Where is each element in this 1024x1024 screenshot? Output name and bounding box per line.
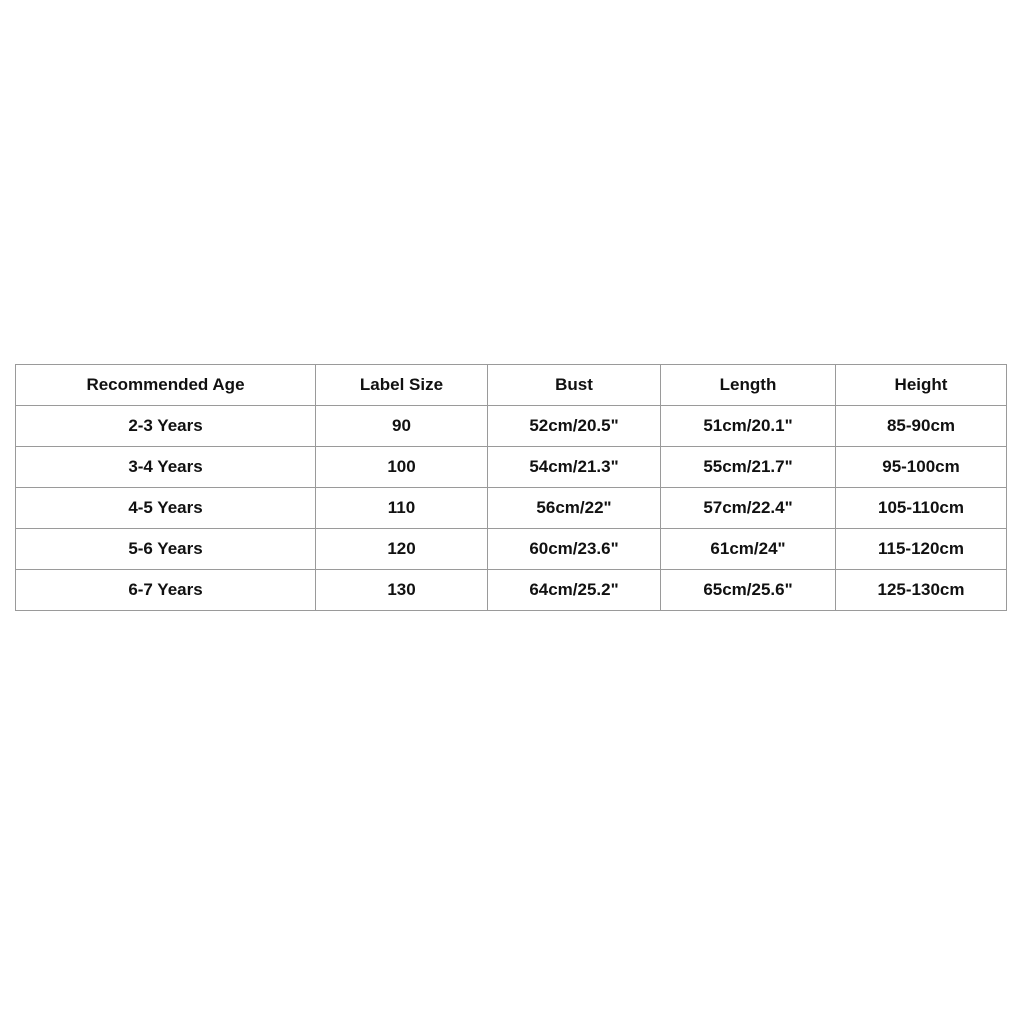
cell-label-size: 100	[316, 447, 488, 488]
cell-length: 55cm/21.7"	[661, 447, 836, 488]
cell-age: 6-7 Years	[16, 570, 316, 611]
cell-label-size: 110	[316, 488, 488, 529]
cell-length: 65cm/25.6"	[661, 570, 836, 611]
header-recommended-age: Recommended Age	[16, 365, 316, 406]
cell-age: 4-5 Years	[16, 488, 316, 529]
header-length: Length	[661, 365, 836, 406]
cell-label-size: 120	[316, 529, 488, 570]
cell-length: 57cm/22.4"	[661, 488, 836, 529]
table-row	[16, 406, 1007, 447]
cell-height: 95-100cm	[836, 447, 1007, 488]
cell-age: 2-3 Years	[16, 406, 316, 447]
cell-bust: 52cm/20.5"	[488, 406, 661, 447]
cell-height: 85-90cm	[836, 406, 1007, 447]
cell-age: 3-4 Years	[16, 447, 316, 488]
cell-bust: 64cm/25.2"	[488, 570, 661, 611]
cell-label-size: 130	[316, 570, 488, 611]
table-row	[16, 488, 1007, 529]
cell-bust: 56cm/22"	[488, 488, 661, 529]
cell-label-size: 90	[316, 406, 488, 447]
table-row	[16, 570, 1007, 611]
size-chart-table	[15, 364, 1007, 611]
header-bust: Bust	[488, 365, 661, 406]
header-label-size: Label Size	[316, 365, 488, 406]
header-height: Height	[836, 365, 1007, 406]
cell-height: 115-120cm	[836, 529, 1007, 570]
cell-bust: 60cm/23.6"	[488, 529, 661, 570]
table-row	[16, 447, 1007, 488]
table-header-row	[16, 365, 1007, 406]
cell-height: 105-110cm	[836, 488, 1007, 529]
table-row	[16, 529, 1007, 570]
cell-length: 51cm/20.1"	[661, 406, 836, 447]
cell-age: 5-6 Years	[16, 529, 316, 570]
cell-length: 61cm/24"	[661, 529, 836, 570]
cell-height: 125-130cm	[836, 570, 1007, 611]
cell-bust: 54cm/21.3"	[488, 447, 661, 488]
